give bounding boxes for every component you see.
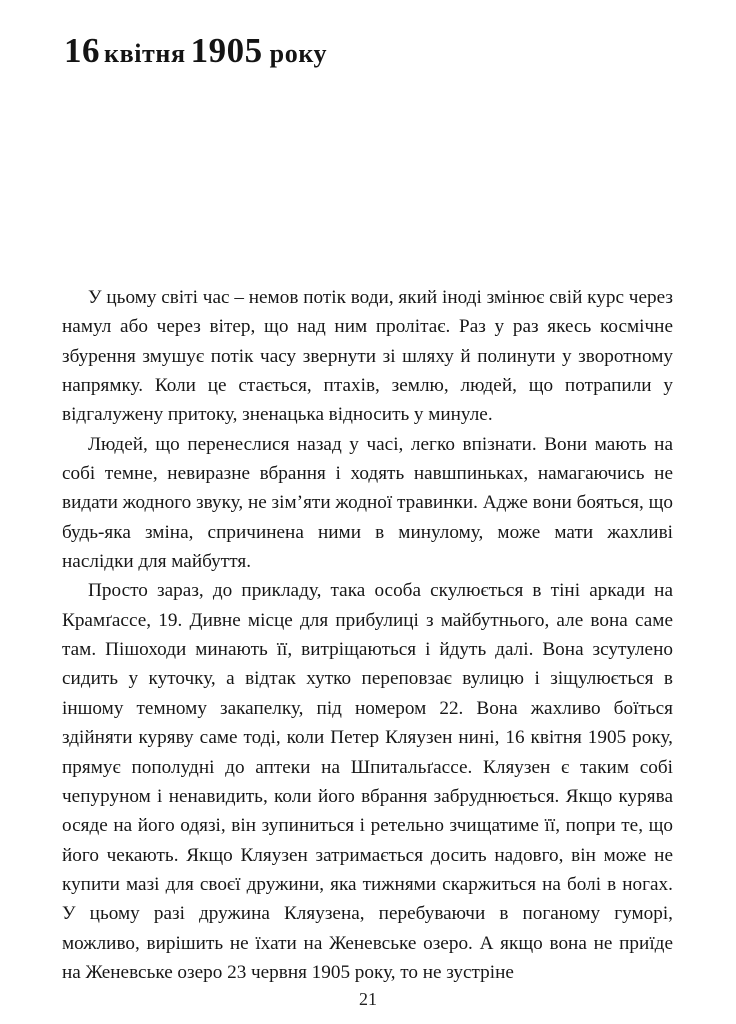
chapter-heading-month: квітня bbox=[104, 39, 186, 69]
paragraph: У цьому світі час – немов потік води, який іноді змінює свій курс через намул або через вітер, що над ним пролітає. Раз у раз якесь космічне збурення змушує потік часу звернути зі шляху й полинути у зворотному напрямку. Коли це стається, птахів, землю, людей, що потрапили у відгалужену притоку, зненацька відносить у минуле. bbox=[62, 287, 673, 426]
body-text-block bbox=[62, 283, 673, 987]
page-number: 21 bbox=[359, 989, 377, 1009]
chapter-heading bbox=[64, 29, 674, 76]
paragraph: Просто зараз, до прикладу, така особа скулюється в тіні аркади на Крамґассе, 19. Дивне місце для прибулиці з майбутнього, але вона саме там. Пішоходи минають її, витріщаються і йдуть далі. Вона зсутулено сидить у куточку, а відтак хутко переповзає вулицю і зіщулюється в іншому темному закапелку, під номером 22. Вона жахливо боїться здійняти куряву саме тоді, коли Петер Кляузен нині, 16 квітня 1905 року, прямує пополудні до аптеки на Шпитальґассе. Кляузен є таким собі чепуруном і ненавидить, коли його вбрання забруднюється. Якщо курява осяде на його одязі, він зупиниться і ретельно зчищатиме її, попри те, що його чекають. Якщо Кляузен затримається досить надовго, він може не купити мазі для своєї дружини, яка тижнями скаржиться на болі в ногах. У цьому разі дружина Кляузена, перебуваючи в поганому гуморі, можливо, вирішить не їхати на Женевське озеро. А якщо вона не приїде на Женевське озеро 23 червня 1905 року, то не зустріне bbox=[62, 580, 673, 983]
chapter-heading-unit: року bbox=[269, 39, 328, 69]
paragraph: Людей, що перенеслися назад у часі, легко впізнати. Вони мають на собі темне, невиразне вбрання і ходять навшпиньках, намагаючись не видати жодного звуку, не зім’яти жодної травинки. Адже вони бояться, що будь-яка зміна, спричинена ними в минулому, може мати жахливі наслідки для майбуття. bbox=[62, 433, 673, 573]
chapter-heading-year: 1905 bbox=[190, 31, 263, 71]
chapter-heading-day: 16 bbox=[64, 31, 100, 71]
